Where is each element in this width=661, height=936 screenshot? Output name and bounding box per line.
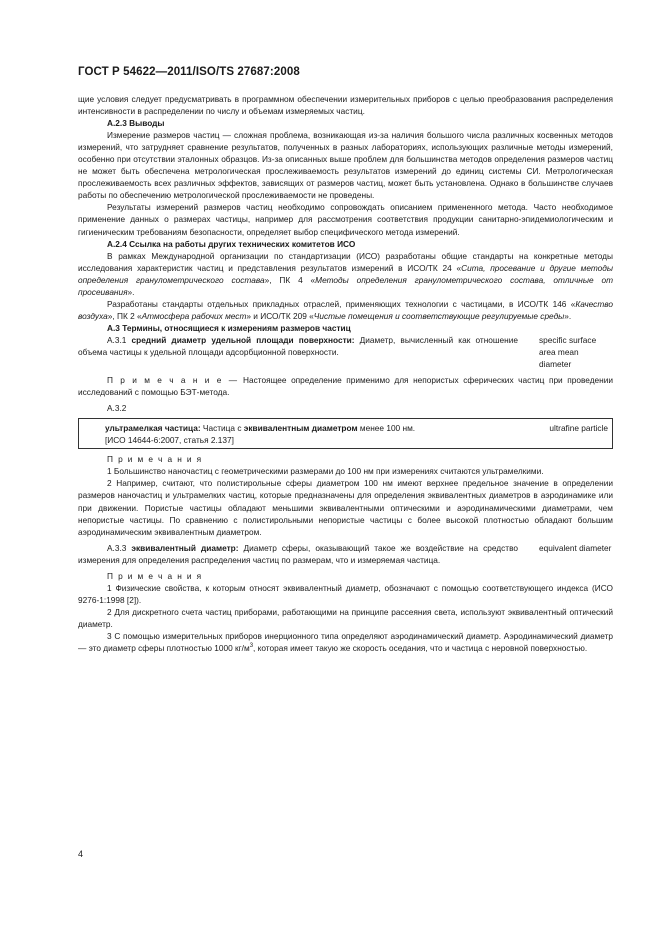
note-a33-3: 3 С помощью измерительных приборов инерционного типа определяют аэродинамический диаметр. Аэродинамический диаметр — это диаметр сферы плотностью 1000 $кг/м^3$, которая имеет такую же скорость оседания, что и частица с неровной поверхностью.	[78, 630, 613, 654]
notes-a33-label: П р и м е ч а н и я	[107, 570, 203, 581]
term-a31-definition: А.3.1 средний диаметр удельной площади поверхности: Диаметр, вычисленный как отношение объема частицы к удельной площади адсорбционной поверхности.	[78, 334, 518, 357]
note-a33-1: 1 Физические свойства, к которым относят эквивалентный диаметр, обозначают с помощью соответствующего индекса (ИСО 9276-1:1998 [2]).	[78, 582, 613, 605]
term-a33-english: equivalent diameter	[539, 542, 612, 553]
note-a32-1: 1 Большинство наночастиц с геометрическими размерами до 100 нм при измерениях считаются ультрамелкими.	[107, 466, 544, 477]
section-heading-a24: А.2.4 Ссылка на работы других технических комитетов ИСО	[107, 238, 356, 249]
term-a32-english: ultrafine particle	[549, 423, 608, 434]
paragraph-a23-1: Измерение размеров частиц — сложная проблема, возникающая из-за наличия большого числа различных косвенных методов измерений, что затрудняет сравнение результатов, полученных в разных лабораториях, использующих различные методы измерений, особенно при отсутствии эталонных образцов. Из-за описанных выше проблем для большинства методов определения размеров частиц не может быть обеспечена метрологическая прослеживаемость результатов измерений до единиц системы СИ. Метрологическая прослеживаемость всех различных эффектов, зависящих от размеров частиц, может быть установлена. Однако в большинстве случаев работы по обеспечению метрологической прослеживаемости не проведены.	[78, 130, 613, 201]
document-body	[78, 93, 613, 654]
paragraph-intro-continuation: щие условия следует предусматривать в программном обеспечении измерительных приборов с целью преобразования распределения интенсивности в распределении по числу и объемам измеряемых частиц.	[78, 94, 613, 117]
term-a33	[78, 542, 613, 566]
term-a31	[78, 334, 613, 370]
term-a32-number: А.3.2	[107, 403, 127, 414]
note-a31: П р и м е ч а н и е — Настоящее определение применимо для непористых сферических частиц при проведении исследований с помощью БЭТ-метода.	[78, 375, 614, 398]
paragraph-a24-1: В рамках Международной организации по стандартизации (ИСО) разработаны общие стандарты на конкретные методы исследования характеристик частиц и представления результатов измерений в ИСО/ТК 24 «Сита, просевание и другие методы определения гранулометрического состава», ПК 4 «Методы определения гранулометрического состава, отличные от просеивания».	[78, 250, 613, 297]
note-a32-2: 2 Например, считают, что полистирольные сферы диаметром 100 нм имеют верхнее предельное значение в определении размеров наночастиц и ультрамелких частиц, которые предназначены для определения эквивалентных диаметров в аэродинамике или при движении. Пористые частицы обладают меньшими эквивалентными оптическими и аэродинамическими диаметрами, чем непористые частицы. По сравнению с полистирольными непористые частицы с более высокой плотностью обладают большим аэродинамическим эквивалентным диаметром.	[78, 478, 613, 537]
section-heading-a23: А.2.3 Выводы	[107, 118, 165, 129]
note-a33-2: 2 Для дискретного счета частиц приборами, работающими на принципе рассеяния света, используют эквивалентный оптический диаметр.	[78, 606, 613, 629]
paragraph-a23-2: Результаты измерений размеров частиц необходимо сопровождать описанием примененного метода. Часто необходимое применение данных о размерах частицы, например для рассмотрения соответствия продукции санитарно-эпидемиологическим и гигиеническим требованиям безопасности, определяет выбор специфического метода измерений.	[78, 202, 613, 237]
paragraph-a24-2: Разработаны стандарты отдельных прикладных отраслей, применяющих технологии с частицами, в ИСО/ТК 146 «Качество воздуха», ПК 2 «Атмосфера рабочих мест» и ИСО/ТК 209 «Чистые помещения и соответствующие регулируемые среды».	[78, 298, 613, 321]
section-heading-a3: А.3 Термины, относящиеся к измерениям размеров частиц	[107, 322, 351, 333]
term-a32-source: [ИСО 14644-6:2007, статья 2.137]	[105, 435, 234, 446]
notes-a32-label: П р и м е ч а н и я	[107, 454, 203, 465]
term-a32-definition: ультрамелкая частица: Частица с эквивалентным диаметром менее 100 нм. [ИСО 14644-6:2007, статья 2.137]	[105, 422, 525, 446]
term-a32-box	[78, 418, 613, 449]
term-a31-english: specific surface area mean diameter	[539, 334, 597, 370]
document-header: ГОСТ Р 54622—2011/ISO/TS 27687:2008	[78, 66, 300, 78]
page-number: 4	[78, 849, 84, 859]
term-a33-definition: А.3.3 эквивалентный диаметр: Диаметр сферы, оказывающий такое же воздействие на средство измерения для определения распределения частиц по размерам, что и измеряемая частица.	[78, 542, 519, 565]
